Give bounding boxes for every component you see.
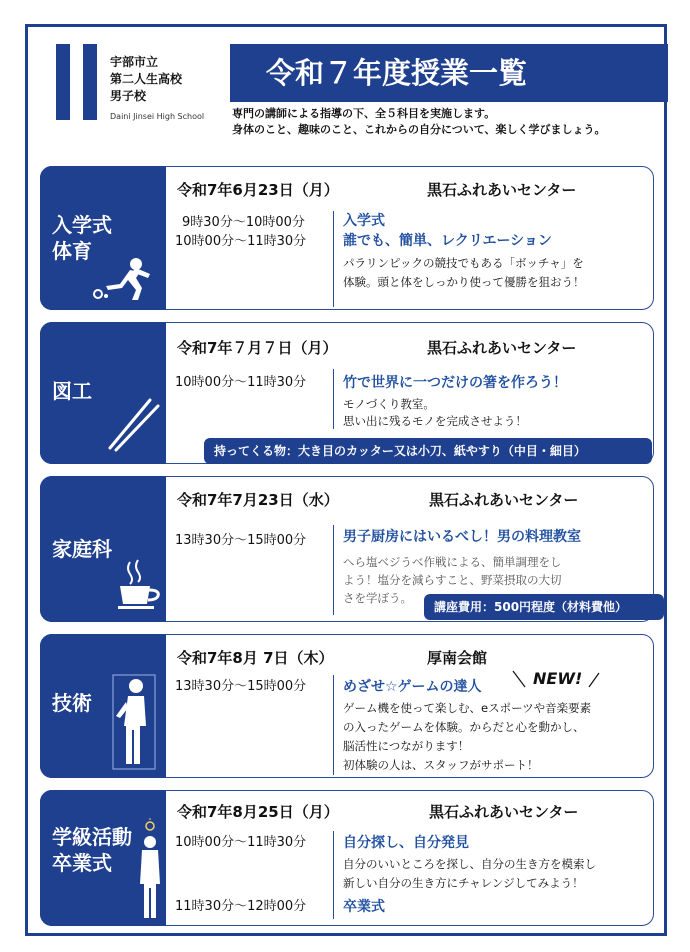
subject-label: 家庭科 [52, 537, 112, 561]
lesson-title: 自分探し、自分発見 [343, 835, 469, 851]
lesson-title: めざせ☆ゲームの達人 [343, 679, 482, 695]
lesson-place: 黒石ふれあいセンター [427, 181, 577, 199]
lesson-side-panel [40, 166, 166, 310]
lesson-place: 厚南会館 [427, 649, 488, 667]
course-fee-note: 講座費用：500円程度（材料費他） [424, 594, 664, 620]
new-badge: NEW! [533, 669, 583, 688]
subject-line: 体育 [52, 239, 92, 263]
divider-line [333, 369, 334, 429]
lesson-time: 11時30分～12時00分 [175, 899, 307, 914]
subject-line: 学級活動 [52, 825, 132, 849]
divider-line [333, 525, 334, 615]
lesson-date: 令和7年7月23日（水） [177, 491, 339, 509]
lesson-title: 誰でも、簡単、レクリエーション [343, 233, 552, 249]
school-name [110, 54, 182, 105]
school-line: 第二人生高校 [110, 72, 183, 86]
lesson-desc: ゲーム機を使って楽しむ、eスポーツや音楽要素 [343, 701, 592, 715]
lesson-desc: パラリンピックの競技でもある「ボッチャ」を [343, 256, 584, 270]
lesson-title: 男子厨房にはいるべし！男の料理教室 [343, 529, 581, 545]
thinking-person-icon [136, 818, 164, 922]
lesson-side-panel [40, 634, 166, 778]
lesson-desc: 脳活性につながります！ [343, 739, 470, 753]
items-to-bring-note: 持ってくる物：大き目のカッター又は小刀、紙やすり（中目・細目） [204, 438, 652, 464]
lesson-place: 黒石ふれあいセンター [429, 803, 579, 821]
lesson-time: 10時00分～11時30分 [175, 234, 307, 249]
lesson-time: 9時30分～10時00分 [182, 215, 305, 230]
lesson-desc: さを学ぼう。 [343, 591, 412, 605]
subject-label: 図工 [52, 379, 92, 403]
lesson-desc: 新しい自分の生き方にチャレンジしてみよう！ [343, 876, 584, 890]
intro-text [232, 106, 606, 138]
divider-line [333, 675, 334, 775]
coffee-cup-icon [116, 558, 162, 612]
subject-label [52, 824, 132, 876]
lesson-side-panel [40, 322, 166, 464]
lesson-date: 令和7年6月23日（月） [177, 181, 339, 199]
lesson-place: 黒石ふれあいセンター [427, 339, 577, 357]
subject-label: 技術 [52, 691, 92, 715]
lesson-title: 竹で世界に一つだけの箸を作ろう！ [343, 375, 567, 391]
logo-bar-left [56, 44, 70, 120]
lesson-desc: 思い出に残るモノを完成させよう！ [343, 414, 527, 428]
lesson-side-panel [40, 476, 166, 622]
lesson-title: 入学式 [343, 213, 385, 229]
lesson-desc: 初体験の人は、スタッフがサポート！ [343, 758, 539, 772]
intro-line: 身体のこと、趣味のこと、これからの自分について、楽しく学びましょう。 [232, 123, 606, 136]
lesson-desc: の入ったゲームを体験。からだと心を動かし、 [343, 720, 585, 734]
lesson-date: 令和7年8月 7日（木） [177, 649, 334, 667]
lesson-side-panel [40, 790, 166, 926]
school-name-en: Daini Jinsei High School [110, 112, 205, 121]
lesson-time: 10時00分～11時30分 [175, 835, 307, 850]
lesson-card-pe [40, 166, 654, 310]
subject-line: 卒業式 [52, 851, 112, 875]
chopsticks-icon [106, 396, 162, 452]
school-line: 男子校 [110, 89, 147, 103]
page-title: 令和７年度授業一覧 [230, 44, 668, 102]
divider-line [333, 831, 334, 919]
subject-line: 入学式 [52, 213, 112, 237]
lesson-card-tech [40, 634, 654, 778]
lesson-desc: 自分のいいところを探し、自分の生き方を模索し [343, 857, 596, 871]
lesson-desc: へら塩ベジうべ作戦による、簡単調理をし [343, 555, 562, 569]
lesson-desc: よう！塩分を減らすこと、野菜摂取の大切 [343, 573, 562, 587]
lesson-time: 13時30分～15時00分 [175, 679, 307, 694]
lesson-desc: 体験。頭と体をしっかり使って優勝を狙おう！ [343, 275, 585, 289]
lesson-time: 13時30分～15時00分 [175, 533, 307, 548]
gamer-person-icon [112, 674, 156, 770]
lesson-place: 黒石ふれあいセンター [429, 491, 579, 509]
lesson-title: 卒業式 [343, 899, 385, 915]
intro-line: 専門の講師による指導の下、全５科目を実施します。 [232, 107, 496, 120]
divider-line [333, 211, 334, 307]
lesson-card-class-activity [40, 790, 654, 926]
logo-bar-right [83, 44, 97, 120]
lesson-date: 令和7年７月７日（月） [177, 339, 338, 357]
lesson-date: 令和7年8月25日（月） [177, 803, 339, 821]
boccia-player-icon [92, 256, 162, 302]
lesson-time: 10時00分～11時30分 [175, 375, 307, 390]
lesson-desc: モノづくり教室。 [343, 397, 435, 411]
school-line: 宇部市立 [110, 55, 159, 69]
